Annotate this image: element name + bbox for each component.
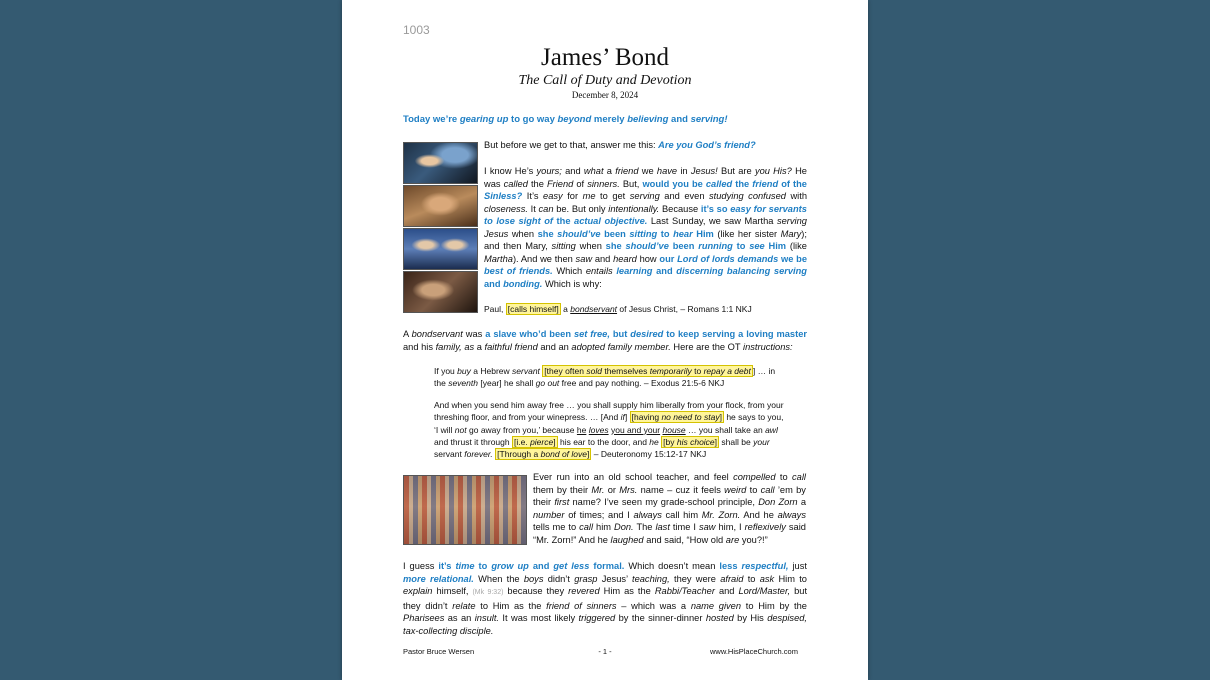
text-segment: they were <box>673 573 716 584</box>
text-segment: hosted <box>705 613 734 623</box>
text-segment: didn’t <box>547 573 570 584</box>
highlight-segment <box>512 436 558 448</box>
text-segment: friend of sinners <box>546 600 617 611</box>
text-segment: them by their <box>533 484 589 495</box>
text-segment: [they often <box>544 366 584 376</box>
text-segment: to Him by the <box>745 600 807 611</box>
text-segment: faithful <box>484 341 512 352</box>
text-segment: go out <box>535 378 560 389</box>
text-segment: (like her sister <box>717 228 778 239</box>
text-segment: himself, <box>436 586 469 596</box>
text-segment: me <box>582 191 596 201</box>
text-segment: friend <box>615 166 639 176</box>
highlight-segment <box>661 436 719 448</box>
text-segment: Mrs. <box>619 484 638 495</box>
text-segment: he <box>576 424 587 435</box>
text-segment: buy <box>457 366 471 376</box>
text-segment: see <box>749 241 765 251</box>
text-segment: Paul, <box>484 304 504 314</box>
text-segment: (like <box>789 241 807 251</box>
text-segment: entails <box>585 266 613 276</box>
text-segment: Jesus’ <box>601 573 628 584</box>
text-segment: of <box>561 449 570 460</box>
text-segment: grasp <box>574 573 598 584</box>
text-segment: if <box>620 412 625 423</box>
text-segment: temporarily <box>649 366 692 376</box>
text-segment: no need to stay <box>661 412 720 423</box>
text-segment: forever. <box>464 449 493 460</box>
text-segment: [Through a <box>497 449 539 460</box>
text-segment: running <box>698 241 733 251</box>
text-segment: a <box>800 497 806 507</box>
text-segment: boys <box>523 573 544 584</box>
text-segment: go away from you,’ because <box>469 424 575 435</box>
text-segment: his choice <box>676 436 715 447</box>
text-segment: … you shall take an <box>688 424 763 435</box>
text-segment: he says to you, ‘I will <box>434 412 784 435</box>
text-segment: Which is why: <box>544 278 602 289</box>
text-segment: and said, “How old <box>646 534 724 545</box>
thumb-2 <box>403 185 478 227</box>
text-segment: bondservant <box>411 329 463 339</box>
text-segment: name given <box>690 600 742 611</box>
text-segment: But before we get to that, answer me this: <box>484 140 656 150</box>
text-segment: not <box>454 424 467 435</box>
text-segment: intentionally. <box>608 203 660 214</box>
text-segment: to get <box>600 191 626 201</box>
text-segment: servant <box>434 449 462 460</box>
text-segment: you?!” <box>741 534 768 545</box>
text-segment: Mr. <box>591 484 605 495</box>
quote-exodus <box>434 365 786 390</box>
text-segment: but <box>612 329 628 339</box>
highlight-segment: [calls himself] <box>507 304 559 314</box>
text-segment: – Deuteronomy 15:12-17 NKJ <box>593 449 707 460</box>
text-segment: instructions: <box>743 341 793 352</box>
text-segment: merely <box>593 114 625 125</box>
paragraph-teacher <box>533 471 806 546</box>
class-photo <box>403 475 527 545</box>
text-segment: But are <box>721 166 752 176</box>
text-segment: can <box>538 203 554 214</box>
text-segment: call <box>792 472 806 482</box>
text-segment: would you be <box>642 178 703 189</box>
text-segment: Because <box>661 203 699 214</box>
text-segment: And he <box>743 509 774 520</box>
text-segment: insult. <box>474 613 500 623</box>
text-segment: Him <box>696 228 714 239</box>
footer-page-number: - 1 - <box>598 647 612 656</box>
text-segment: his ear to the door, and <box>559 436 647 447</box>
text-segment: saw <box>575 253 593 264</box>
text-segment: I know He’s <box>484 166 534 176</box>
text-segment: less <box>571 561 590 571</box>
text-segment: Him to <box>778 573 807 584</box>
text-segment: loves <box>588 424 609 435</box>
text-segment: Don. <box>613 522 634 532</box>
text-segment: Sinless? <box>484 191 523 201</box>
text-segment: triggered <box>578 613 616 623</box>
text-segment: grow up <box>491 561 529 571</box>
footer-author: Pastor Bruce Wersen <box>403 647 475 656</box>
text-segment: beyond <box>557 114 592 125</box>
text-segment: and <box>484 278 501 289</box>
text-segment: with <box>790 191 807 201</box>
text-segment: Jesus! <box>690 166 718 176</box>
text-segment: Him as the <box>603 586 651 596</box>
text-segment: Which doesn’t mean <box>628 561 716 571</box>
quote-deuteronomy <box>434 399 786 460</box>
paragraph-grow-up <box>403 560 807 637</box>
text-segment: adopted family member. <box>571 341 671 352</box>
text-segment: serving! <box>690 114 728 125</box>
text-segment: family, as <box>435 341 475 352</box>
text-segment: [year] he shall <box>480 378 534 389</box>
text-segment: when <box>579 241 602 251</box>
text-segment: a slave who’d been <box>485 329 571 339</box>
text-segment: it’s <box>438 561 452 571</box>
highlight-segment <box>630 411 724 423</box>
text-segment: seventh <box>448 378 478 389</box>
text-segment: heard <box>613 253 637 264</box>
text-segment: Ever run into an old school teacher, and feel <box>533 472 729 482</box>
text-segment: for <box>567 191 579 201</box>
text-segment: how <box>639 253 657 264</box>
text-segment: or <box>607 484 617 495</box>
text-segment: It <box>530 203 536 214</box>
text-segment: a Hebrew <box>473 366 510 376</box>
text-segment: of Jesus Christ, – Romans 1:1 NKJ <box>619 304 752 314</box>
text-segment: of the <box>781 178 807 189</box>
text-segment: When the <box>478 573 520 584</box>
thumb-3 <box>403 228 478 270</box>
text-segment: awl <box>765 424 778 435</box>
text-segment: ask <box>759 573 775 584</box>
text-segment: ] <box>624 412 628 423</box>
text-segment: teaching, <box>632 573 670 584</box>
thumb-1 <box>403 142 478 184</box>
headline-paragraph <box>403 114 813 127</box>
text-segment: set free, <box>573 329 610 339</box>
text-segment: be. But only <box>556 203 606 214</box>
footer-website: www.HisPlaceChurch.com <box>710 647 798 656</box>
text-segment: a <box>606 166 612 176</box>
text-segment: always <box>633 509 662 520</box>
text-segment: him <box>596 522 612 532</box>
sermon-date: December 8, 2024 <box>571 90 639 100</box>
text-segment: ’em by their <box>533 484 806 507</box>
text-segment: God’s friend? <box>695 140 756 150</box>
text-segment: friend <box>752 178 779 189</box>
text-segment: of <box>576 178 585 189</box>
text-segment: easy for servants to <box>484 203 807 226</box>
text-segment: serving <box>629 191 660 201</box>
text-segment: when <box>511 228 535 239</box>
text-segment: saw <box>698 522 716 532</box>
text-segment: name? I’ve seen my grade-school principle, <box>572 497 755 507</box>
text-segment: actual objective. <box>574 216 648 226</box>
text-segment: are <box>725 534 740 545</box>
text-segment: tells me to <box>533 522 577 532</box>
text-segment: sitting <box>551 241 576 251</box>
text-segment: He was <box>484 166 807 189</box>
text-segment: just <box>792 561 807 571</box>
text-segment: and thrust it through <box>434 436 510 447</box>
text-segment: Here are the OT <box>673 341 741 352</box>
text-segment: time I <box>672 522 696 532</box>
highlight-segment <box>542 365 753 377</box>
text-segment: the <box>735 178 750 189</box>
text-segment: get <box>553 561 568 571</box>
text-segment: bond <box>540 449 560 460</box>
text-segment: Don Zorn <box>758 497 798 507</box>
text-segment: name – cuz it feels <box>640 484 721 495</box>
text-segment: afraid <box>720 573 744 584</box>
text-segment: been <box>672 241 695 251</box>
text-segment: Mary <box>780 228 802 239</box>
text-segment: learning <box>616 266 653 276</box>
text-segment: revered <box>568 586 600 596</box>
text-segment: because they <box>507 586 565 596</box>
text-segment: as an <box>447 613 472 623</box>
text-segment: in <box>680 166 688 176</box>
text-segment: sold <box>586 366 602 376</box>
text-segment: friend <box>514 341 538 352</box>
highlight-segment <box>495 448 591 460</box>
text-segment: your <box>753 436 770 447</box>
text-segment: always <box>777 509 806 520</box>
text-segment: to keep serving a loving master <box>666 329 807 339</box>
text-segment: to <box>736 241 746 251</box>
text-segment: more relational. <box>403 573 474 584</box>
text-segment: I guess <box>403 561 435 571</box>
text-segment: It was most likely <box>502 613 576 623</box>
text-segment: [by <box>663 436 675 447</box>
text-segment: reflexively <box>744 522 786 532</box>
paragraph-bondservant <box>403 328 807 353</box>
text-segment: we be <box>781 253 807 264</box>
text-segment: of times; and I <box>568 509 630 520</box>
text-segment: servant <box>512 366 540 376</box>
text-segment: shall be <box>721 436 751 447</box>
text-segment: to <box>660 228 670 239</box>
text-segment: closeness. <box>484 203 528 214</box>
text-segment: Today we’re <box>403 114 458 125</box>
text-segment: him, I <box>718 522 742 532</box>
text-segment: to <box>747 573 756 584</box>
text-segment: she <box>605 241 622 251</box>
text-segment: call him <box>665 509 699 520</box>
text-segment: by the sinner-dinner <box>618 613 703 623</box>
text-segment: Pharisees <box>403 613 445 623</box>
text-segment: and <box>594 253 611 264</box>
text-segment: lose sight of <box>496 216 553 226</box>
text-segment: yours; <box>536 166 562 176</box>
text-segment: weird <box>724 484 747 495</box>
text-segment: ] <box>719 412 722 423</box>
text-segment: easy <box>543 191 563 201</box>
text-segment: The <box>636 522 653 532</box>
text-segment: love <box>571 449 587 460</box>
text-segment: he <box>649 436 659 447</box>
text-segment: call <box>579 522 594 532</box>
text-segment: should’ve <box>557 228 601 239</box>
text-segment: to <box>478 561 488 571</box>
text-segment: a <box>563 304 568 314</box>
text-segment: sinners. <box>587 178 620 189</box>
text-segment: pierce <box>530 436 554 447</box>
text-segment: respectful, <box>741 561 789 571</box>
text-segment: [i.e. <box>513 436 528 447</box>
text-segment: less <box>719 561 738 571</box>
text-segment: Rabbi/Teacher <box>654 586 715 596</box>
sermon-subtitle: The Call of Duty and Devotion <box>518 73 692 88</box>
text-segment: Martha <box>484 253 513 264</box>
text-segment: a <box>476 341 482 352</box>
text-segment: Mr. Zorn. <box>701 509 741 520</box>
text-segment: call <box>760 484 775 495</box>
text-segment: Last Sunday, we saw Martha <box>650 216 774 226</box>
text-segment: Are you <box>658 140 693 150</box>
text-segment: should’ve <box>625 241 669 251</box>
text-segment: ] <box>553 436 556 447</box>
text-segment: to <box>749 484 758 495</box>
text-segment: serving <box>776 216 807 226</box>
text-segment: but they didn’t <box>403 586 808 611</box>
text-segment: it’s so <box>700 203 728 214</box>
text-segment: called <box>503 178 528 189</box>
text-segment: And when you send him away free … you shall supply him liberally from your flock, from your threshing floor, and from your winepress. … [And <box>434 400 784 423</box>
text-segment: bonding. <box>503 278 543 289</box>
page-number: 1003 <box>403 23 430 37</box>
text-segment: and <box>532 561 550 571</box>
text-segment: the <box>530 178 544 189</box>
text-segment: and even <box>664 191 705 201</box>
thumb-4 <box>403 271 478 313</box>
text-segment: was <box>465 329 483 339</box>
text-segment: to <box>694 366 702 376</box>
text-segment: free and pay nothing. – Exodus 21:5-6 NKJ <box>561 378 725 389</box>
quote-romans <box>484 303 807 315</box>
text-segment: despised, tax-collecting disciple. <box>403 613 808 636</box>
text-segment: she <box>537 228 554 239</box>
text-segment: and an <box>540 341 569 352</box>
text-segment: first <box>554 497 570 507</box>
text-segment: But, <box>622 178 640 189</box>
text-segment: ] <box>714 436 718 447</box>
text-segment: we <box>641 166 654 176</box>
text-segment: Which <box>556 266 583 276</box>
text-segment: to Him as the <box>480 600 542 611</box>
text-segment: to go way <box>511 114 555 125</box>
text-segment: formal. <box>593 561 625 571</box>
paragraph-friendship <box>484 165 807 290</box>
text-segment: Jesus <box>484 228 509 239</box>
text-segment: house <box>662 424 686 435</box>
text-segment: and <box>671 114 688 125</box>
text-segment: discerning balancing serving <box>676 266 807 276</box>
text-segment: If you <box>434 366 455 376</box>
text-segment: repay a debt <box>703 366 751 376</box>
text-segment: believing <box>627 114 669 125</box>
text-segment: last <box>655 522 670 532</box>
text-segment: bondservant <box>570 304 618 314</box>
intro-paragraph <box>484 139 807 152</box>
text-segment: A <box>403 329 409 339</box>
text-segment: gearing up <box>459 114 509 125</box>
document-page <box>342 0 868 680</box>
text-segment: ); and then Mary, <box>484 228 807 251</box>
text-segment: sitting <box>629 228 658 239</box>
text-segment: best of friends. <box>484 266 553 276</box>
text-segment: said “Mr. Zorn!” And he <box>533 522 806 545</box>
text-segment: laughed <box>610 534 644 545</box>
text-segment: studying confused <box>709 191 786 201</box>
text-segment: demands <box>737 253 779 264</box>
text-segment: ] <box>587 449 590 460</box>
text-segment: compelled <box>733 472 776 482</box>
text-segment: themselves <box>604 366 648 376</box>
text-segment: and <box>718 586 735 596</box>
text-segment: Lord of lords <box>677 253 735 264</box>
text-segment: the <box>556 216 571 226</box>
text-segment: ). And we then <box>512 253 573 264</box>
text-segment: our <box>659 253 675 264</box>
text-segment: Him <box>768 241 787 251</box>
text-segment: Lord/Master, <box>738 586 791 596</box>
text-segment: and his <box>403 341 433 352</box>
text-segment: what <box>583 166 604 176</box>
text-segment: you and your <box>610 424 661 435</box>
text-segment: hear <box>673 228 693 239</box>
text-segment: ] … in the <box>434 366 776 389</box>
text-segment: you His? <box>754 166 792 176</box>
text-segment: to <box>779 472 788 482</box>
text-segment: and <box>565 166 581 176</box>
text-segment: been <box>604 228 626 239</box>
text-segment: number <box>533 509 565 520</box>
text-segment: relate <box>452 600 476 611</box>
scripture-ref: (Mk 9:32) <box>472 589 504 596</box>
text-segment: have <box>656 166 678 176</box>
text-segment: called <box>705 178 733 189</box>
text-segment: It’s <box>526 191 539 201</box>
text-segment: [having <box>631 412 660 423</box>
text-segment: and <box>656 266 673 276</box>
text-segment: explain <box>403 586 433 596</box>
text-segment: time <box>455 561 475 571</box>
sermon-title: James’ Bond <box>541 44 669 71</box>
text-segment: desired <box>630 329 664 339</box>
text-segment: Friend <box>546 178 574 189</box>
text-segment: – which was a <box>621 600 687 611</box>
text-segment: by His <box>737 613 764 623</box>
